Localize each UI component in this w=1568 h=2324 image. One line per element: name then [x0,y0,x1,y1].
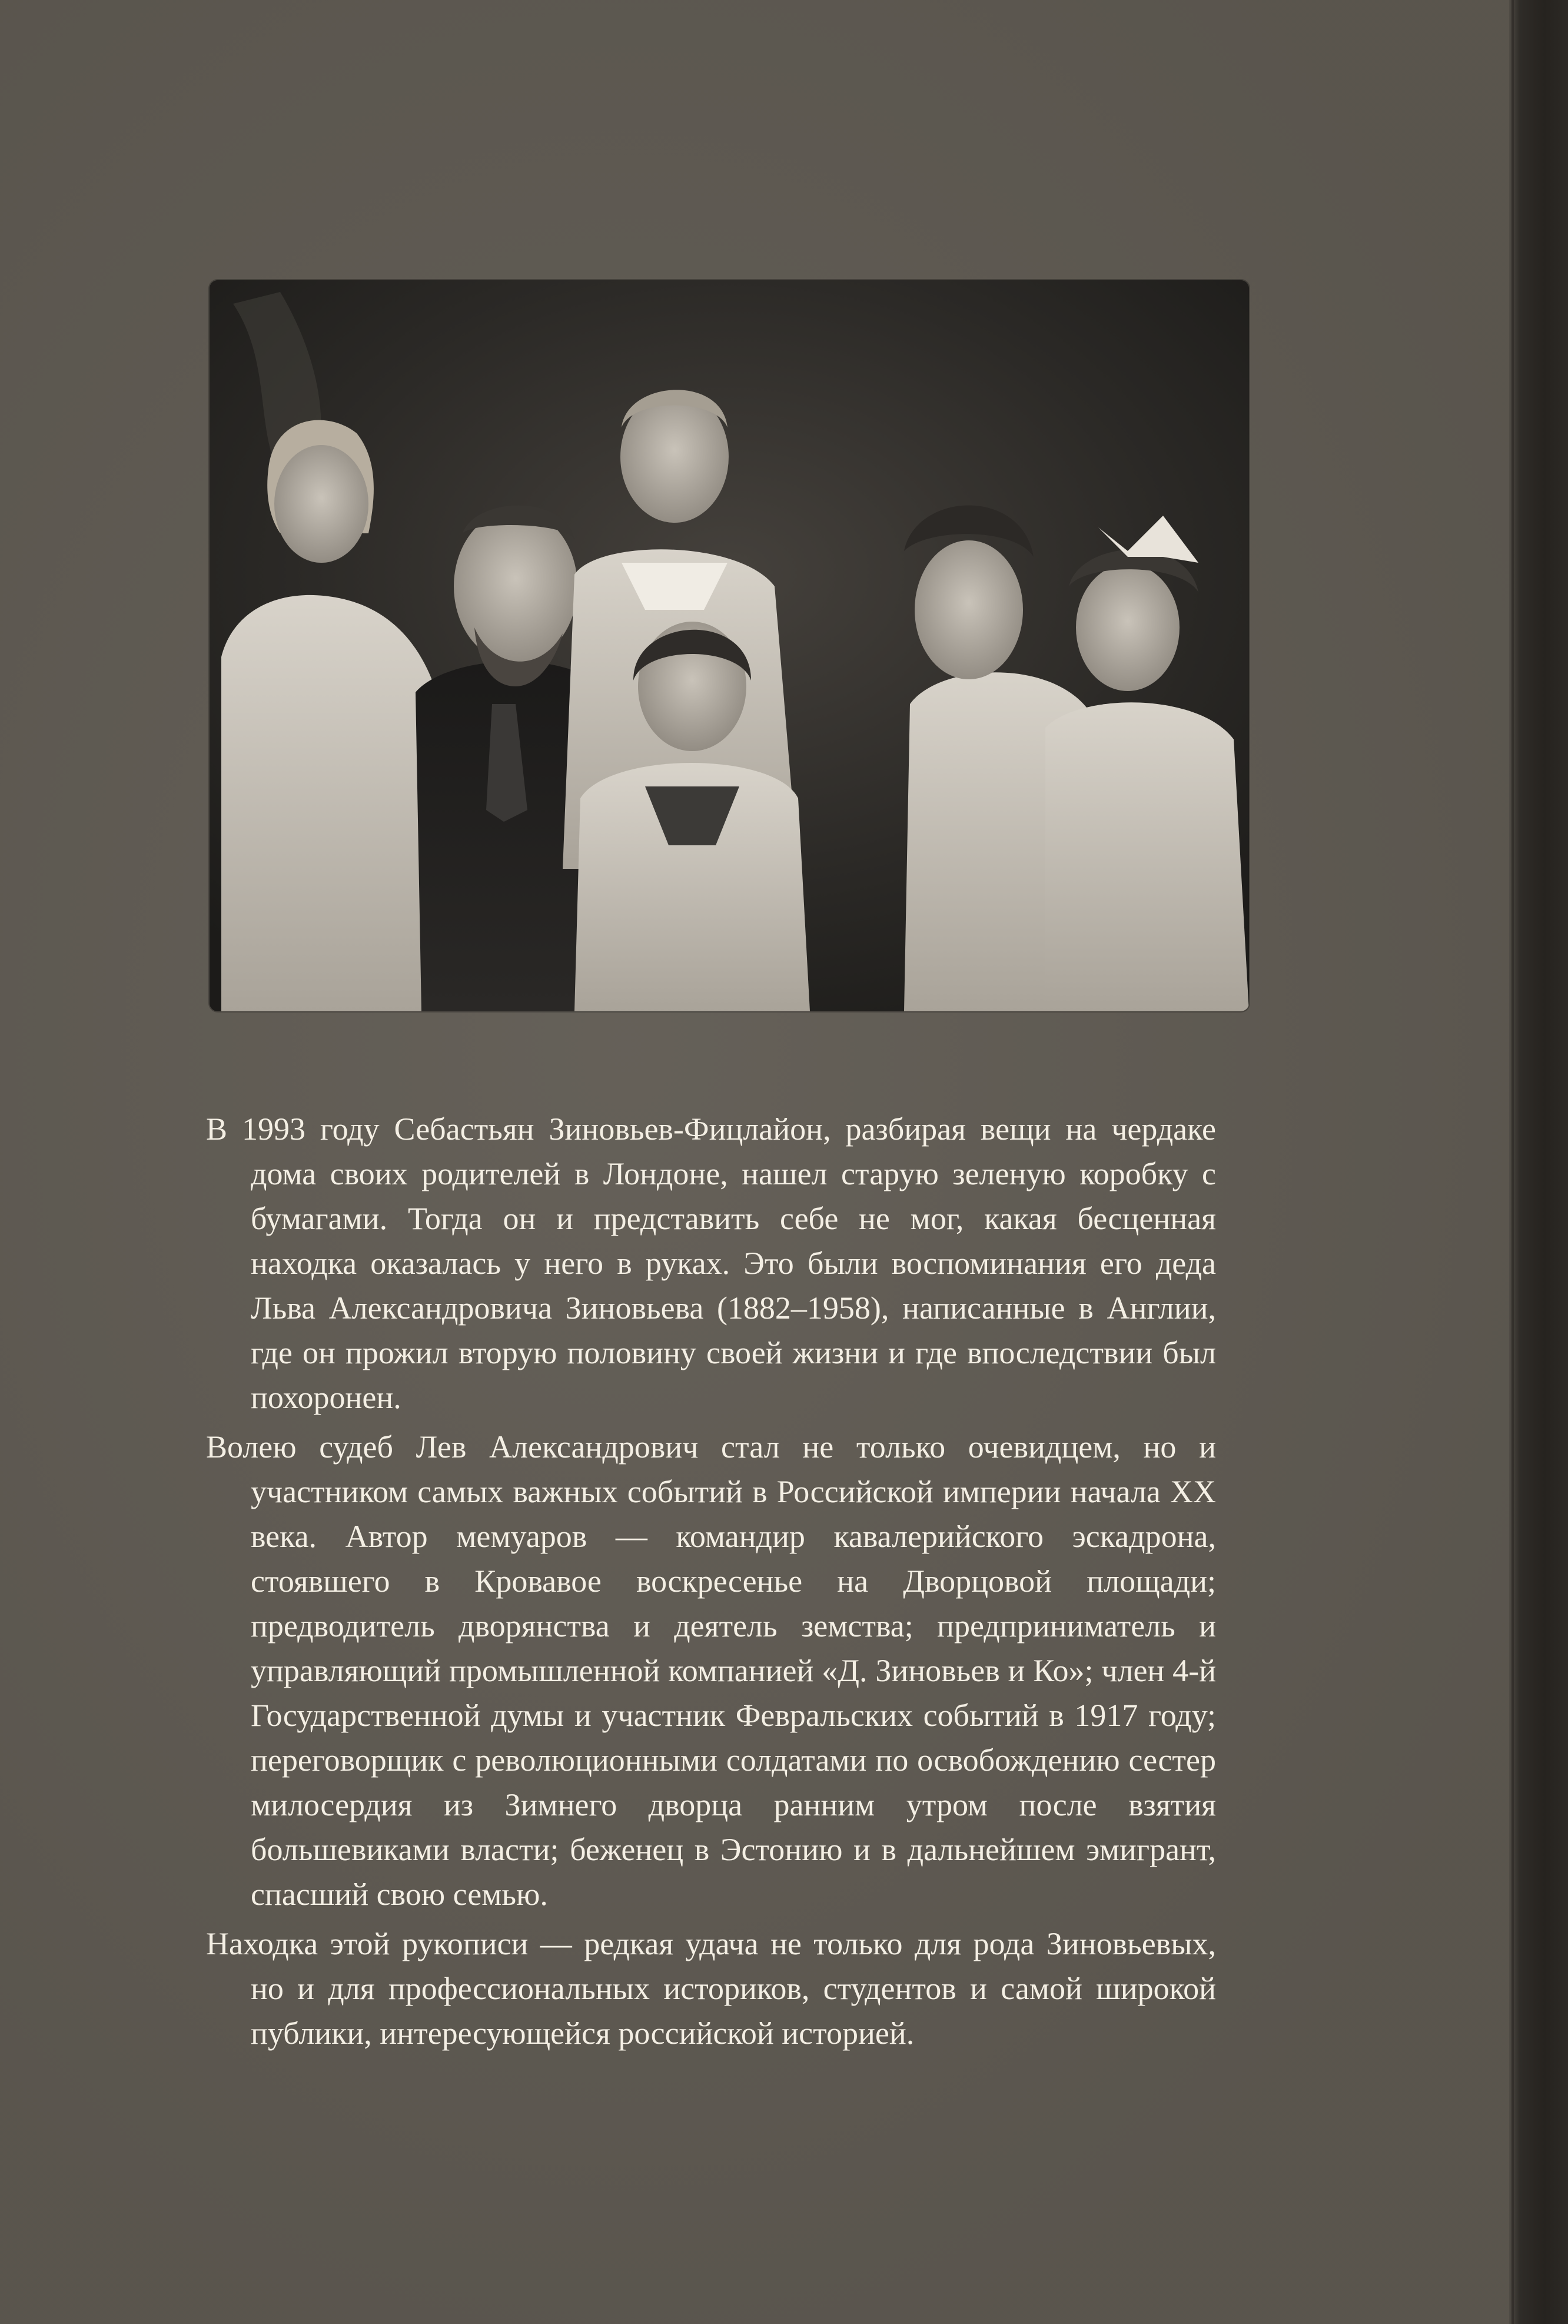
cover-description-text [206,1107,1216,2060]
book-spine [1509,0,1568,2324]
description-paragraph: В 1993 году Себастьян Зиновьев-Фицлайон, разбирая вещи на чердаке дома своих родителей в Лондоне, нашел старую зеленую коробку с бумагами. Тогда он и представить себе не мог, какая бесценная находка оказалась у него в руках. Это были воспоминания его деда Льва Александровича Зиновьева (1882–1958), написанные в Англии, где он прожил вторую половину своей жизни и где впоследствии был похоронен. [206,1111,1216,1415]
description-paragraph: Волею судеб Лев Александрович стал не только очевидцем, но и участником самых важных событий в Российской империи начала XX века. Автор мемуаров — командир кавалерийского эскадрона, стоявшего в Кровавое воскресенье на Дворцовой площади; предводитель дворянства и деятель земства; предприниматель и управляющий промышленной компанией «Д. Зиновьев и Ко»; член 4-й Государственной думы и участник Февральских событий в 1917 году; переговорщик с революционными солдатами по освобождению сестер милосердия из Зимнего дворца ранним утром после взятия большевиками власти; беженец в Эстонию и в дальнейшем эмигрант, спасший свою семью. [206,1429,1216,1912]
family-portrait-photo [210,280,1249,1011]
description-paragraph: Находка этой рукописи — редкая удача не только для рода Зиновьевых, но и для профессиональных историков, студентов и самой широкой публики, интересующейся российской историей. [206,1926,1216,2051]
